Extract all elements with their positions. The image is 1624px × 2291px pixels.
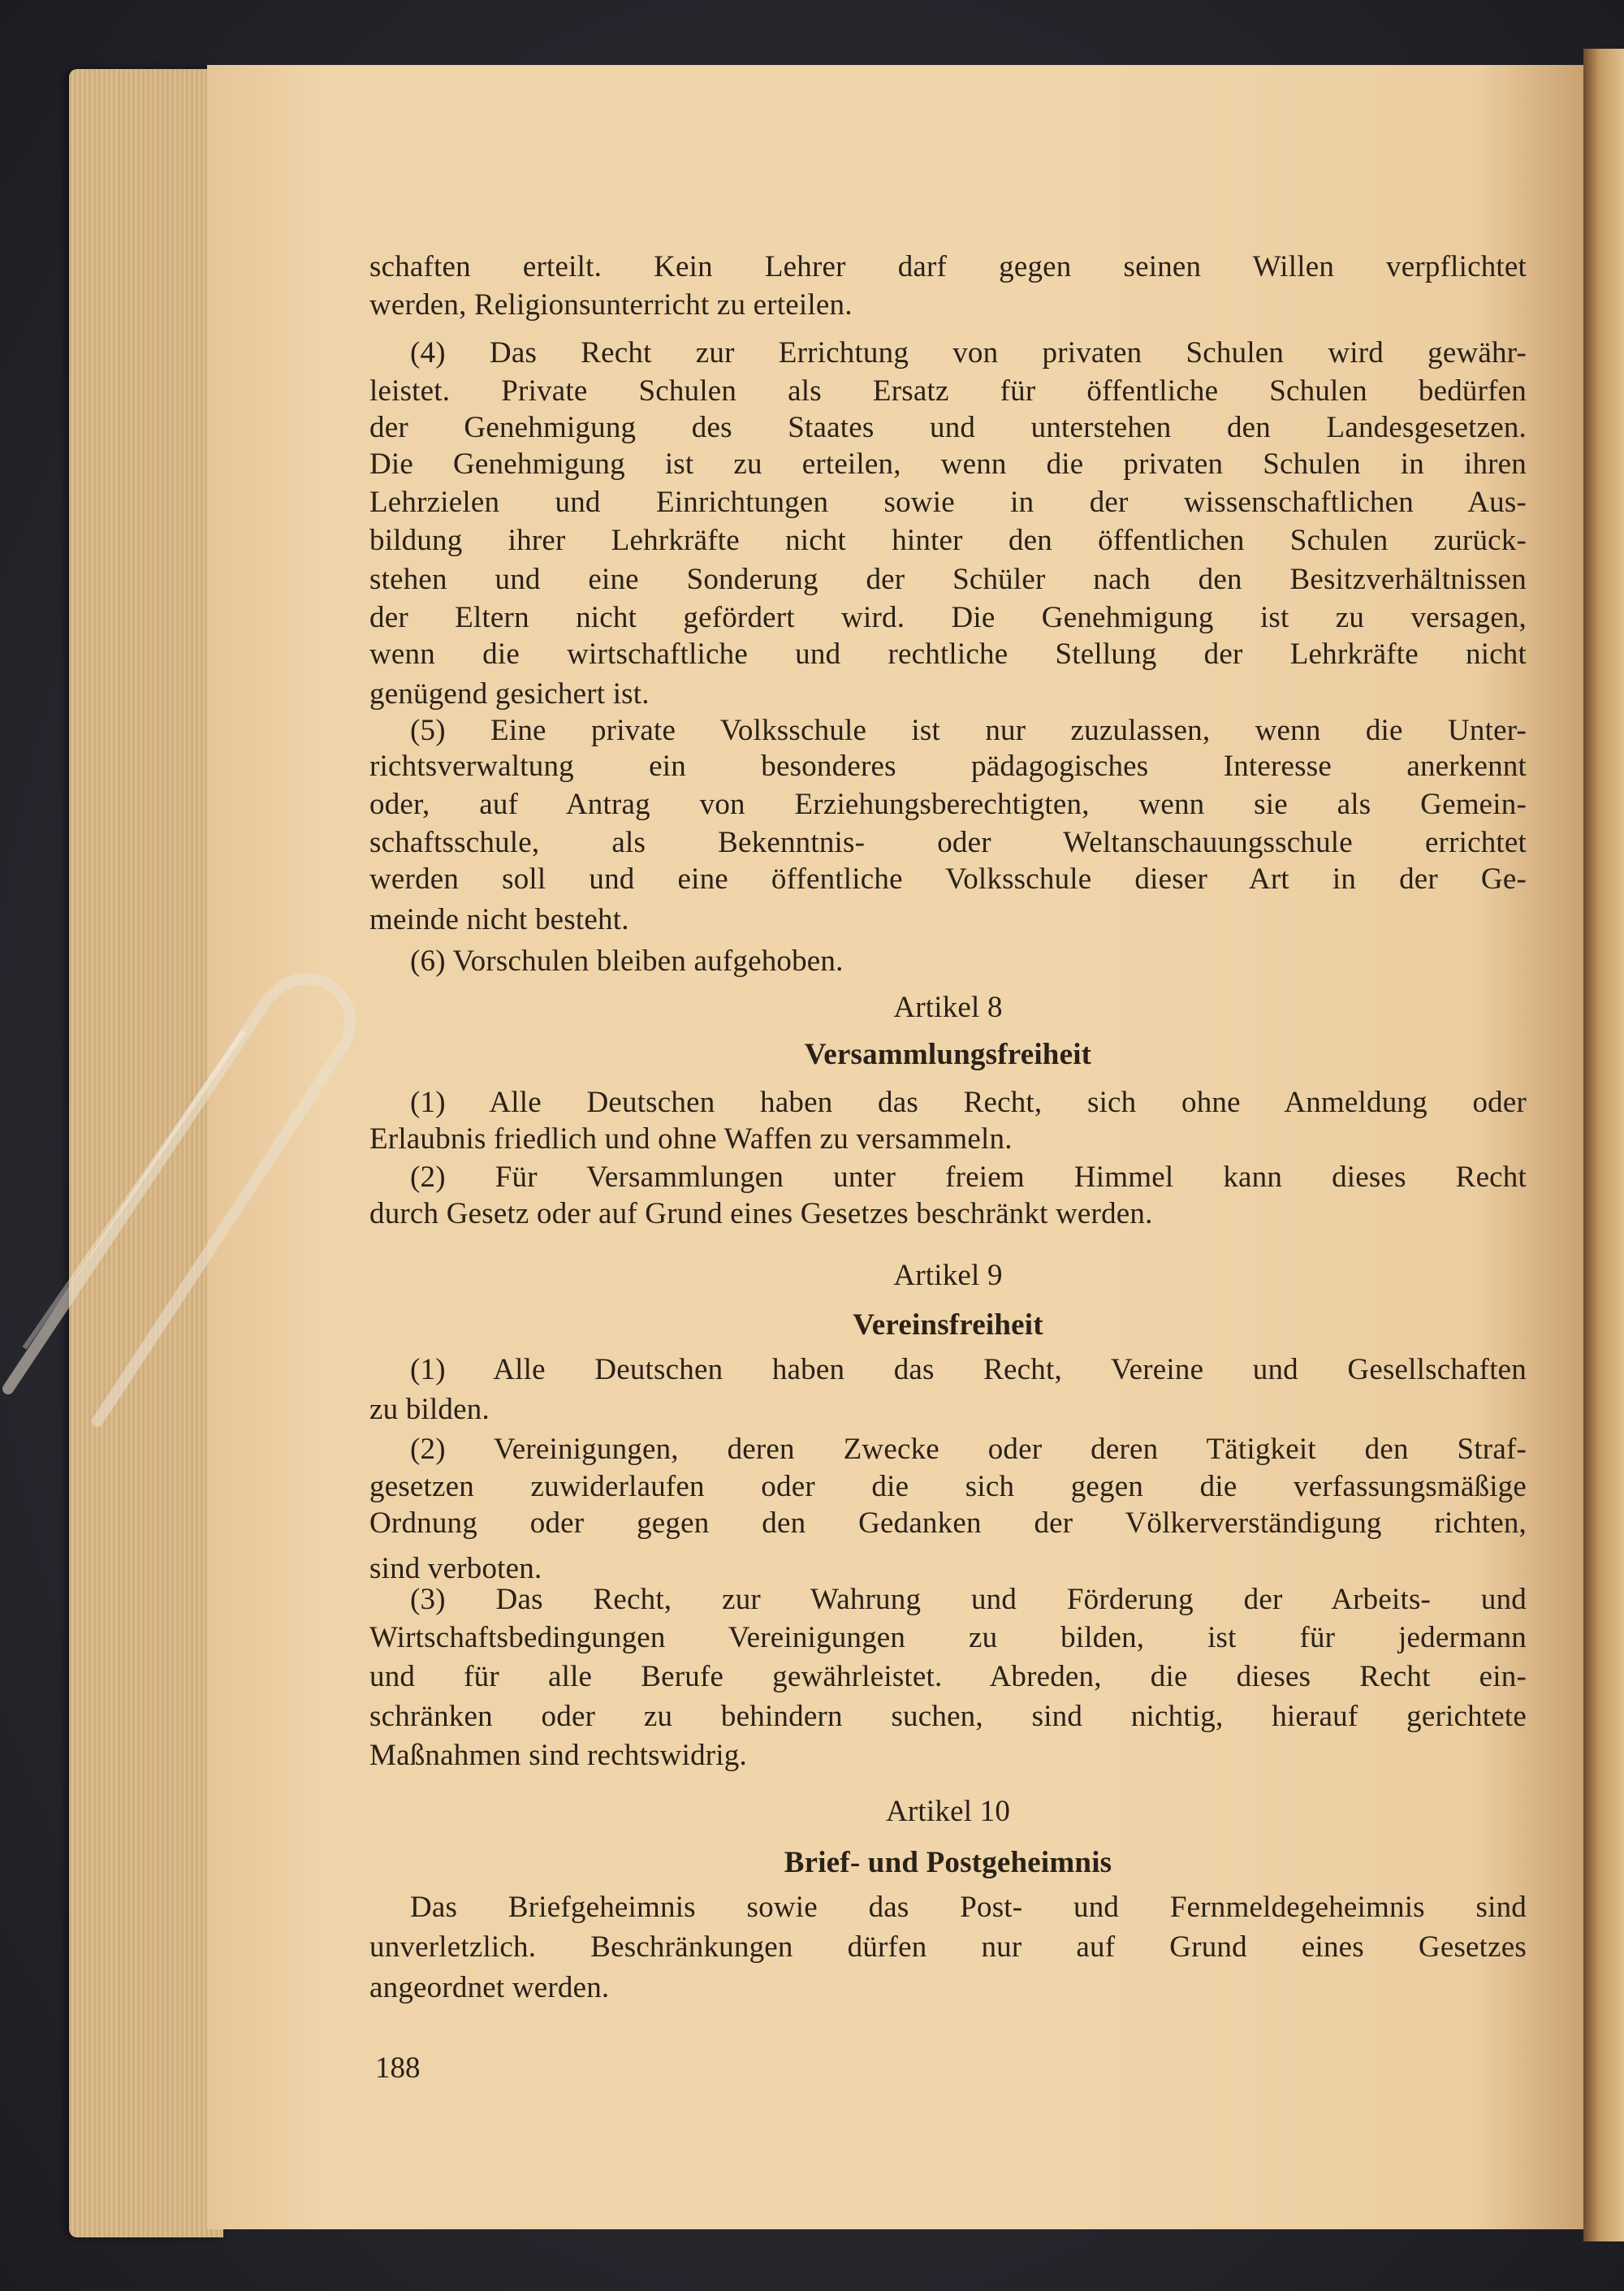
text-line: (1) Alle Deutschen haben das Recht, sich ohne Anmeldung oder	[410, 1086, 1527, 1119]
text-line: der Eltern nicht gefördert wird. Die Genehmigung ist zu versagen,	[369, 601, 1527, 634]
text-line: (4) Das Recht zur Errichtung von privaten Schulen wird gewähr-	[410, 336, 1527, 370]
text-line: (2) Für Versammlungen unter freiem Himmel kann dieses Recht	[410, 1161, 1527, 1194]
article-number: Artikel 10	[885, 1795, 1011, 1828]
text-line: angeordnet werden.	[369, 1971, 610, 2004]
text-line: werden soll und eine öffentliche Volksschule dieser Art in der Ge-	[369, 862, 1527, 896]
text-line: zu bilden.	[369, 1393, 490, 1426]
text-line: (2) Vereinigungen, deren Zwecke oder deren Tätigkeit den Straf-	[410, 1433, 1527, 1466]
text-line: schränken oder zu behindern suchen, sind nichtig, hierauf gerichtete	[369, 1700, 1527, 1733]
text-line: wenn die wirtschaftliche und rechtliche Stellung der Lehrkräfte nicht	[369, 638, 1527, 671]
text-line: Die Genehmigung ist zu erteilen, wenn die privaten Schulen in ihren	[369, 447, 1527, 481]
text-line: (3) Das Recht, zur Wahrung und Förderung der Arbeits- und	[410, 1583, 1527, 1616]
paper-clip-icon	[0, 966, 374, 1470]
text-line: gesetzen zuwiderlaufen oder die sich gegen die verfassungsmäßige	[369, 1470, 1527, 1503]
text-line: unverletzlich. Beschränkungen dürfen nur auf Grund eines Gesetzes	[369, 1930, 1527, 1964]
text-line: werden, Religionsunterricht zu erteilen.	[369, 288, 853, 322]
text-line: meinde nicht besteht.	[369, 903, 629, 936]
text-line: sind verboten.	[369, 1552, 542, 1585]
text-line: richtsverwaltung ein besonderes pädagogisches Interesse anerkennt	[369, 750, 1527, 783]
text-line: Wirtschaftsbedingungen Vereinigungen zu bilden, ist für jedermann	[369, 1621, 1527, 1654]
text-line: schaftsschule, als Bekenntnis- oder Weltanschauungsschule errichtet	[369, 826, 1527, 859]
page-number: 188	[375, 2051, 421, 2085]
text-line: leistet. Private Schulen als Ersatz für öffentliche Schulen bedürfen	[369, 374, 1527, 408]
section-heading: Versammlungsfreiheit	[804, 1038, 1092, 1071]
text-line: (1) Alle Deutschen haben das Recht, Vereine und Gesellschaften	[410, 1353, 1527, 1386]
text-line: oder, auf Antrag von Erziehungsberechtigten, wenn sie als Gemein-	[369, 788, 1527, 821]
text-line: schaften erteilt. Kein Lehrer darf gegen seinen Willen verpflichtet	[369, 250, 1527, 283]
text-line: stehen und eine Sonderung der Schüler nach den Besitzverhältnissen	[369, 563, 1527, 596]
text-line: genügend gesichert ist.	[369, 677, 650, 711]
text-line: durch Gesetz oder auf Grund eines Gesetzes beschränkt werden.	[369, 1197, 1153, 1230]
text-line: der Genehmigung des Staates und unterstehen den Landesgesetzen.	[369, 411, 1527, 444]
text-line: Maßnahmen sind rechtswidrig.	[369, 1739, 747, 1772]
text-line: (6) Vorschulen bleiben aufgehoben.	[410, 944, 844, 978]
text-line: Erlaubnis friedlich und ohne Waffen zu versammeln.	[369, 1122, 1013, 1156]
text-line: Lehrzielen und Einrichtungen sowie in der wissenschaftlichen Aus-	[369, 486, 1527, 519]
section-heading: Vereinsfreiheit	[853, 1308, 1043, 1342]
text-line: und für alle Berufe gewährleistet. Abreden, die dieses Recht ein-	[369, 1660, 1527, 1693]
text-line: (5) Eine private Volksschule ist nur zuzulassen, wenn die Unter-	[410, 714, 1527, 747]
text-line: Ordnung oder gegen den Gedanken der Völkerverständigung richten,	[369, 1506, 1527, 1540]
section-heading: Brief- und Postgeheimnis	[784, 1846, 1112, 1879]
article-number: Artikel 9	[893, 1259, 1003, 1292]
article-number: Artikel 8	[893, 991, 1003, 1024]
text-line: bildung ihrer Lehrkräfte nicht hinter den öffentlichen Schulen zurück-	[369, 524, 1527, 557]
book-gutter	[1583, 49, 1624, 2241]
text-line: Das Briefgeheimnis sowie das Post- und Fernmeldegeheimnis sind	[410, 1891, 1527, 1924]
